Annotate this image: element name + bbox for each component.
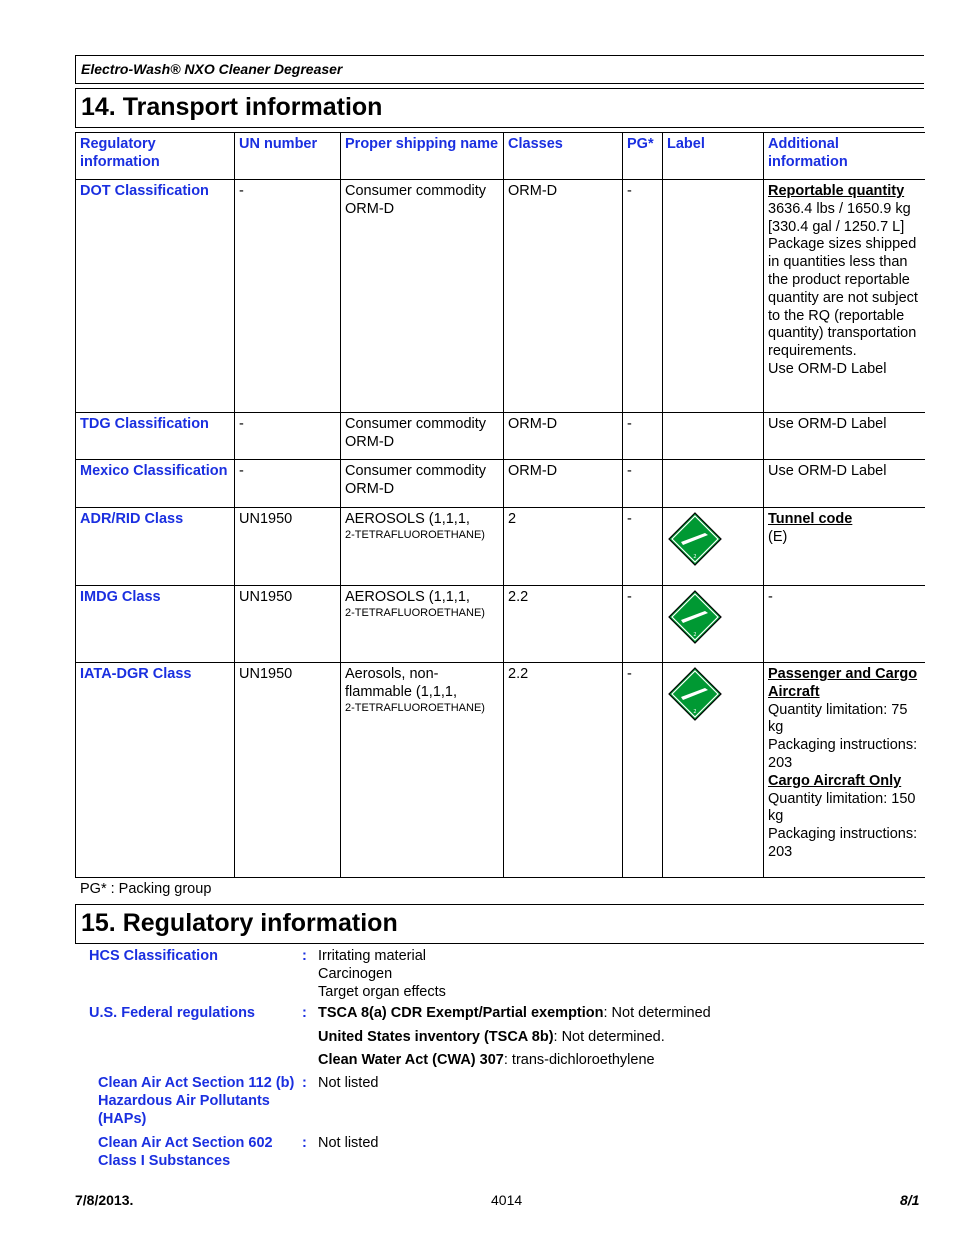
info-text: Packaging instructions: 203 bbox=[768, 737, 918, 771]
federal-item bbox=[318, 1005, 711, 1023]
un-cell: UN1950 bbox=[235, 508, 341, 586]
un-cell: - bbox=[235, 413, 341, 460]
svg-text:2: 2 bbox=[693, 554, 697, 560]
regulatory-cell: DOT Classification bbox=[76, 180, 235, 413]
info-text: Quantity limitation: 150 kg bbox=[768, 790, 916, 825]
info-cell bbox=[764, 508, 925, 586]
hcs-value: Irritating material bbox=[318, 948, 426, 964]
svg-text:2: 2 bbox=[693, 632, 697, 638]
non-flammable-gas-label-icon bbox=[667, 589, 723, 645]
federal-item-value: : Not determined bbox=[603, 1005, 711, 1021]
table-row bbox=[76, 663, 925, 878]
shipping-name: Aerosols, non-flammable (1,1,1, bbox=[345, 666, 458, 700]
federal-item-title: TSCA 8(a) CDR Exempt/Partial exemption bbox=[318, 1005, 604, 1021]
footer-date: 7/8/2013. bbox=[75, 1192, 134, 1208]
regulatory-cell: IATA-DGR Class bbox=[76, 663, 235, 878]
pg-cell: - bbox=[623, 508, 663, 586]
colon: : bbox=[302, 948, 307, 964]
col-shipping-name: Proper shipping name bbox=[341, 133, 504, 180]
regulatory-cell: IMDG Class bbox=[76, 586, 235, 663]
federal-item bbox=[318, 1029, 665, 1047]
shipping-cell bbox=[341, 508, 504, 586]
clean-air-act-602-value: Not listed bbox=[318, 1135, 379, 1151]
pg-cell: - bbox=[623, 180, 663, 413]
info-text: Quantity limitation: 75 kg bbox=[768, 701, 908, 736]
table-row bbox=[76, 413, 925, 460]
shipping-cell bbox=[341, 586, 504, 663]
info-heading: Cargo Aircraft Only bbox=[768, 772, 902, 789]
info-text: 3636.4 lbs / 1650.9 kg [330.4 gal / 1250.7 L] Package sizes shipped in quantities less than the product reportable quantity are not subject to the RQ (reportable quantity) transportation requirements. bbox=[768, 200, 918, 360]
classes-cell: 2.2 bbox=[504, 663, 623, 878]
pg-cell: - bbox=[623, 460, 663, 508]
non-flammable-gas-label-icon bbox=[667, 511, 723, 567]
clean-air-act-602-label: Clean Air Act Section 602 Class I Substances bbox=[98, 1135, 273, 1169]
pg-cell: - bbox=[623, 413, 663, 460]
hcs-classification-label: HCS Classification bbox=[89, 948, 218, 964]
transport-table-header bbox=[76, 133, 925, 180]
non-flammable-gas-label-icon bbox=[667, 666, 723, 722]
info-heading: Passenger and Cargo Aircraft bbox=[768, 666, 918, 700]
pg-cell: - bbox=[623, 586, 663, 663]
shipping-name-small: 2-TETRAFLUOROETHANE) bbox=[345, 528, 485, 541]
product-name: Electro-Wash® NXO Cleaner Degreaser bbox=[81, 61, 343, 77]
hcs-value: Carcinogen bbox=[318, 965, 393, 982]
section-14-title-bar bbox=[75, 88, 924, 128]
info-cell: - bbox=[764, 586, 925, 663]
regulatory-cell: Mexico Classification bbox=[76, 460, 235, 508]
table-row bbox=[76, 508, 925, 586]
info-cell: Use ORM-D Label bbox=[764, 460, 925, 508]
section-15-title: 15. Regulatory information bbox=[81, 909, 398, 937]
info-text: (E) bbox=[768, 528, 788, 545]
clean-air-act-112-label: Clean Air Act Section 112 (b) Hazardous Air Pollutants (HAPs) bbox=[98, 1075, 295, 1127]
label-cell bbox=[663, 663, 764, 878]
classes-cell: ORM-D bbox=[504, 413, 623, 460]
info-text: Packaging instructions: 203 bbox=[768, 826, 918, 860]
classes-cell: 2.2 bbox=[504, 586, 623, 663]
footer-code: 4014 bbox=[491, 1192, 523, 1208]
regulatory-cell: ADR/RID Class bbox=[76, 508, 235, 586]
label-cell bbox=[663, 586, 764, 663]
col-classes: Classes bbox=[504, 133, 623, 180]
shipping-cell bbox=[341, 663, 504, 878]
label-cell bbox=[663, 460, 764, 508]
table-row bbox=[76, 460, 925, 508]
pg-cell: - bbox=[623, 663, 663, 878]
us-federal-regulations-label: U.S. Federal regulations bbox=[89, 1005, 255, 1021]
label-cell bbox=[663, 413, 764, 460]
shipping-name-small: 2-TETRAFLUOROETHANE) bbox=[345, 606, 485, 619]
un-cell: UN1950 bbox=[235, 586, 341, 663]
label-cell bbox=[663, 508, 764, 586]
document-header bbox=[75, 55, 924, 84]
clean-air-act-112-value: Not listed bbox=[318, 1075, 379, 1091]
shipping-cell: Consumer commodity ORM-D bbox=[341, 413, 504, 460]
info-heading: Reportable quantity bbox=[768, 183, 905, 199]
info-cell: Use ORM-D Label bbox=[764, 413, 925, 460]
shipping-cell: Consumer commodity ORM-D bbox=[341, 180, 504, 413]
transport-table bbox=[75, 132, 925, 878]
un-cell: - bbox=[235, 180, 341, 413]
info-cell bbox=[764, 180, 925, 413]
col-un-number: UN number bbox=[235, 133, 341, 180]
info-heading: Tunnel code bbox=[768, 511, 853, 527]
shipping-name: AEROSOLS (1,1,1, bbox=[345, 511, 470, 527]
un-cell: - bbox=[235, 460, 341, 508]
federal-item-title: United States inventory (TSCA 8b) bbox=[318, 1029, 554, 1045]
hcs-value: Target organ effects bbox=[318, 983, 446, 1000]
federal-item-value: : trans-dichloroethylene bbox=[503, 1052, 655, 1068]
shipping-name: AEROSOLS (1,1,1, bbox=[345, 589, 470, 605]
info-text: Use ORM-D Label bbox=[768, 360, 887, 377]
col-pg: PG* bbox=[623, 133, 663, 180]
table-row bbox=[76, 586, 925, 663]
label-cell bbox=[663, 180, 764, 413]
federal-item-title: Clean Water Act (CWA) 307 bbox=[318, 1052, 504, 1068]
classes-cell: ORM-D bbox=[504, 180, 623, 413]
col-additional-info: Additional information bbox=[764, 133, 925, 180]
federal-item-value: : Not determined. bbox=[553, 1029, 665, 1045]
section-14-title: 14. Transport information bbox=[81, 93, 383, 121]
shipping-name-small: 2-TETRAFLUOROETHANE) bbox=[345, 701, 485, 714]
colon: : bbox=[302, 1135, 307, 1151]
colon: : bbox=[302, 1005, 307, 1021]
section-15-title-bar bbox=[75, 904, 924, 944]
svg-text:2: 2 bbox=[693, 709, 697, 715]
info-cell bbox=[764, 663, 925, 878]
packing-group-footnote: PG* : Packing group bbox=[80, 881, 212, 897]
classes-cell: 2 bbox=[504, 508, 623, 586]
footer-page: 8/1 bbox=[900, 1192, 920, 1208]
col-regulatory: Regulatory information bbox=[76, 133, 235, 180]
col-label: Label bbox=[663, 133, 764, 180]
classes-cell: ORM-D bbox=[504, 460, 623, 508]
hcs-values bbox=[318, 948, 446, 1001]
un-cell: UN1950 bbox=[235, 663, 341, 878]
regulatory-cell: TDG Classification bbox=[76, 413, 235, 460]
federal-item bbox=[318, 1052, 655, 1070]
table-row bbox=[76, 180, 925, 413]
colon: : bbox=[302, 1075, 307, 1091]
shipping-cell: Consumer commodity ORM-D bbox=[341, 460, 504, 508]
